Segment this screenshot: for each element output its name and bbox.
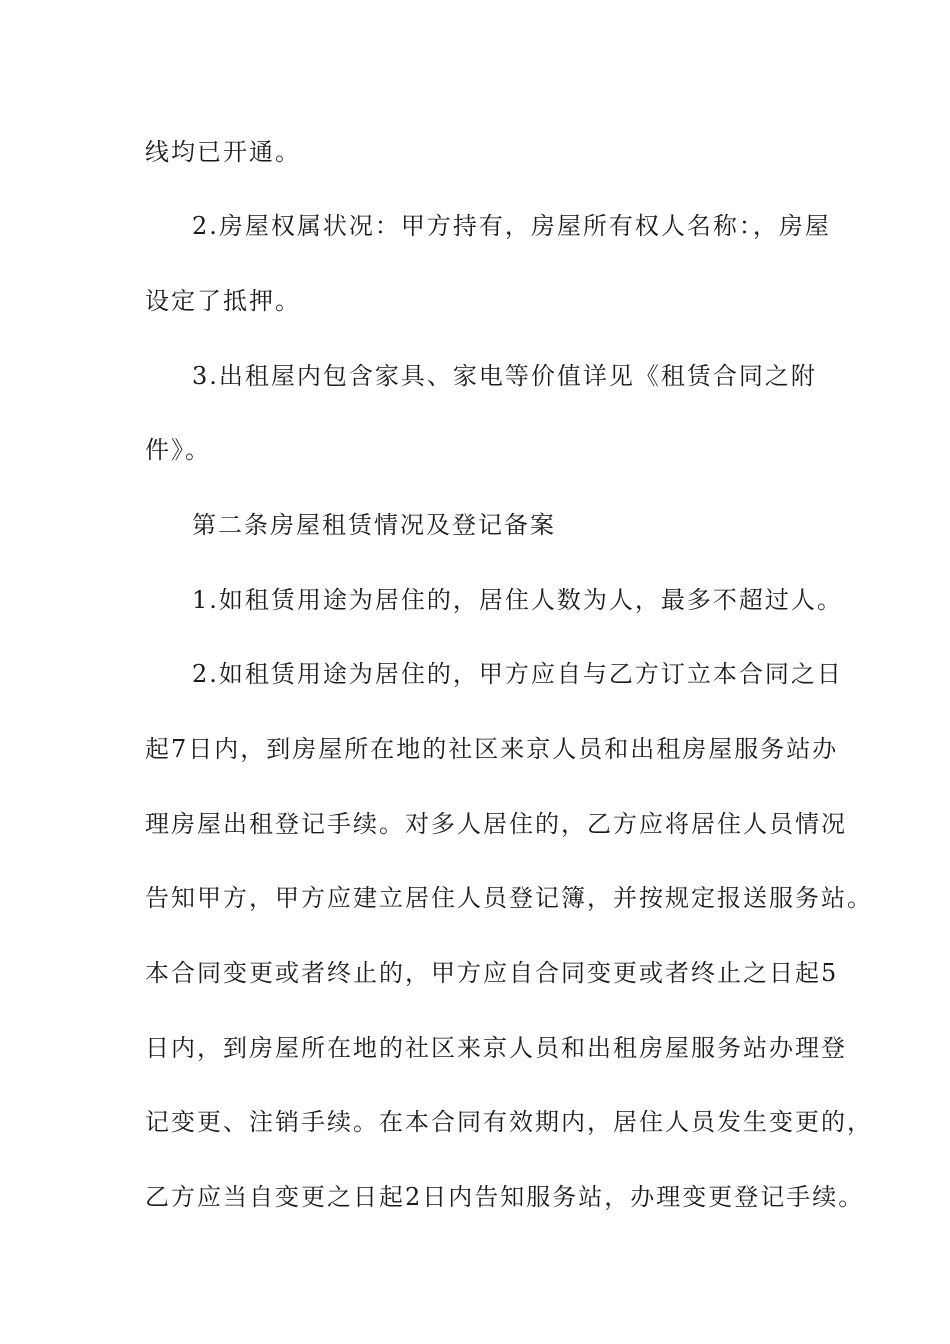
text-line-1: 线均已开通。 <box>145 138 301 166</box>
text-line-3: 设定了抵押。 <box>145 287 301 315</box>
text-line-8: 2.如租赁用途为居住的，甲方应自与乙方订立本合同之日 <box>192 660 843 688</box>
text-line-10: 理房屋出租登记手续。对多人居住的，乙方应将居住人员情况 <box>145 810 847 838</box>
section-heading: 第二条房屋租赁情况及登记备案 <box>192 511 556 539</box>
text-line-5: 件》。 <box>145 436 211 464</box>
text-line-4: 3.出租屋内包含家具、家电等价值详见《租赁合同之附 <box>192 362 817 390</box>
text-line-14: 记变更、注销手续。在本合同有效期内，居住人员发生变更的， <box>145 1108 873 1136</box>
text-line-15: 乙方应当自变更之日起2日内告知服务站，办理变更登记手续。 <box>145 1183 865 1211</box>
text-line-2: 2.房屋权属状况：甲方持有，房屋所有权人名称：，房屋 <box>192 212 831 240</box>
text-line-9: 起7日内，到房屋所在地的社区来京人员和出租房屋服务站办 <box>145 735 839 763</box>
text-line-13: 日内，到房屋所在地的社区来京人员和出租房屋服务站办理登 <box>145 1034 847 1062</box>
text-line-11: 告知甲方，甲方应建立居住人员登记簿，并按规定报送服务站。 <box>145 884 873 912</box>
text-line-12: 本合同变更或者终止的，甲方应自合同变更或者终止之日起5 <box>145 959 839 987</box>
text-line-7: 1.如租赁用途为居住的，居住人数为人，最多不超过人。 <box>192 586 843 614</box>
